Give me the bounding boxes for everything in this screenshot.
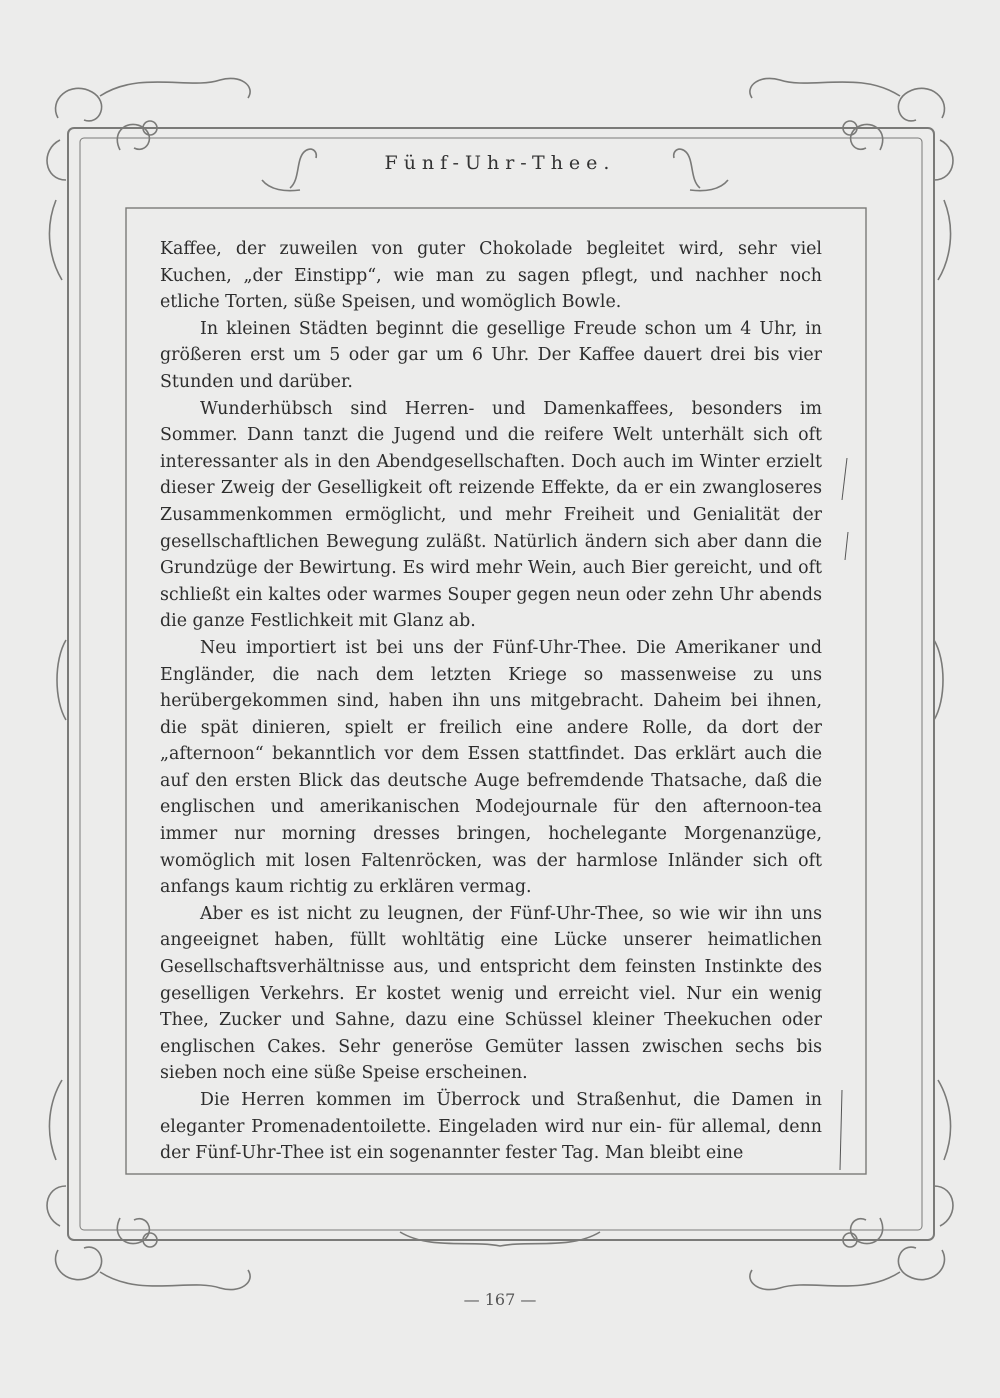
body-text — [160, 236, 822, 1167]
paragraph: Wunderhübsch sind Herren- und Damenkaffees, besonders im Sommer. Dann tanzt die Jugend und die reifere Welt unterhält sich oft interessanter als in den Abendgesellschaften. Doch auch im Winter erzielt dieser Zweig der Geselligkeit oft reizende Effekte, da er ein zwangloseres Zusammenkommen ermöglicht, und mehr Freiheit und Genialität der gesellschaftlichen Bewegung zuläßt. Natürlich ändern sich aber dann die Grundzüge der Bewirtung. Es wird mehr Wein, auch Bier gereicht, und oft schließt ein kaltes oder warmes Souper gegen neun oder zehn Uhr abends die ganze Festlichkeit mit Glanz ab. — [160, 398, 822, 632]
paragraph: Aber es ist nicht zu leugnen, der Fünf-Uhr-Thee, so wie wir ihn uns angeeignet haben, füllt wohltätig eine Lücke unserer heimatlichen Gesellschaftsverhältnisse aus, und entspricht dem feinsten Instinkte des geselligen Verkehrs. Er kostet wenig und erreicht viel. Nur ein wenig Thee, Zucker und Sahne, dazu eine Schüssel kleiner Theekuchen oder englischen Cakes. Sehr generöse Gemüter lassen zwischen sechs bis sieben noch eine süße Speise erscheinen. — [160, 903, 822, 1084]
paragraph: In kleinen Städten beginnt die gesellige Freude schon um 4 Uhr, in größeren erst um 5 oder gar um 6 Uhr. Der Kaffee dauert drei bis vier Stunden und darüber. — [160, 318, 822, 392]
paragraph: Die Herren kommen im Überrock und Straßenhut, die Damen in eleganter Promenadentoilette. Eingeladen wird nur ein- für allemal, denn der Fünf-Uhr-Thee ist ein sogenannter fester Tag. Man bleibt eine — [160, 1090, 822, 1164]
paragraph: Kaffee, der zuweilen von guter Chokolade begleitet wird, sehr viel Kuchen, „der Einstipp“, wie man zu sagen pflegt, und nachher noch etliche Torten, süße Speisen, und womöglich Bowle. — [160, 239, 822, 313]
paragraph: Neu importiert ist bei uns der Fünf-Uhr-Thee. Die Amerikaner und Engländer, die nach dem letzten Kriege so massenweise zu uns herübergekommen sind, haben ihn uns mitgebracht. Daheim bei ihnen, die spät dinieren, spielt er freilich eine andere Rolle, da dort der „afternoon“ bekanntlich vor dem Essen stattfindet. Das erklärt auch die auf den ersten Blick das deutsche Auge befremdende Thatsache, daß die englischen und amerikanischen Modejournale für den afternoon-tea immer nur morning dresses bringen, hochelegante Morgenanzüge, womöglich mit losen Faltenröcken, was der harmlose Inländer sich oft anfangs kaum richtig zu erklären vermag. — [160, 637, 822, 898]
page-number: — 167 — — [463, 1290, 537, 1309]
page-title: Fünf-Uhr-Thee. — [384, 152, 616, 174]
